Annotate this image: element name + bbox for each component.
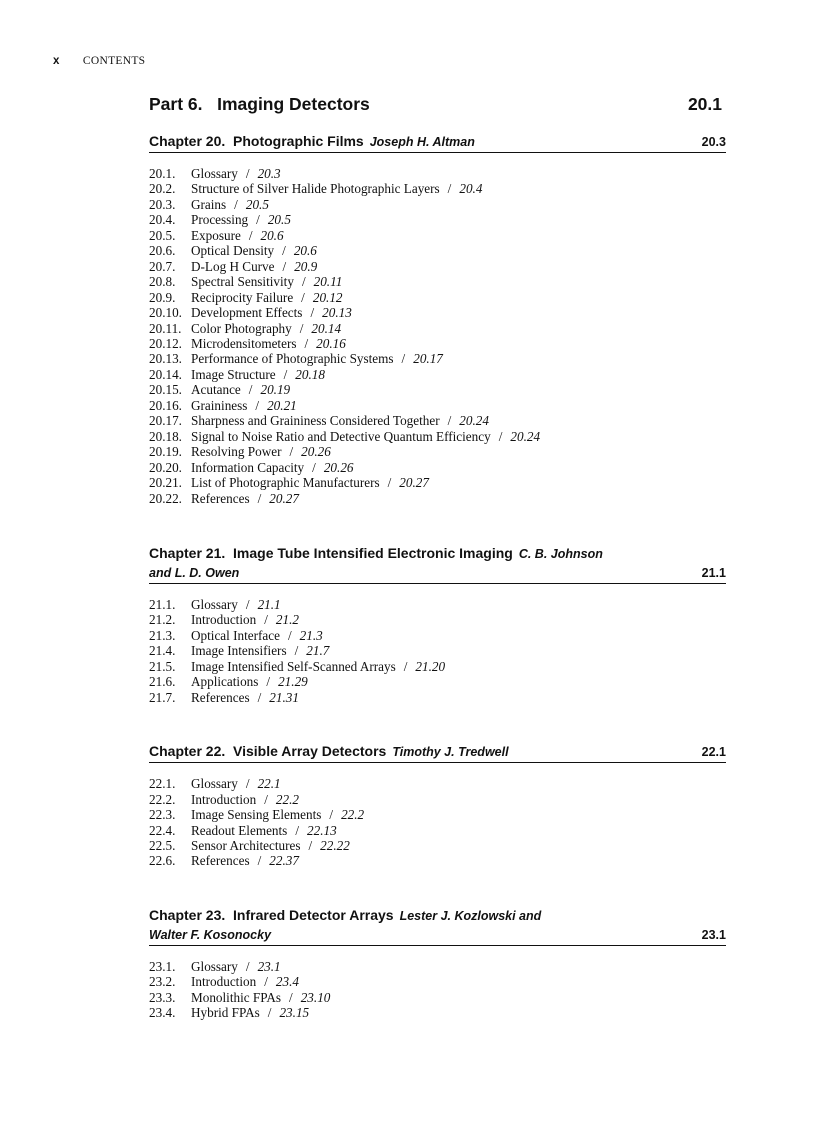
toc-entry[interactable] — [149, 974, 726, 989]
section-title: Glossary — [191, 776, 238, 792]
section-title: Monolithic FPAs — [191, 989, 282, 1005]
separator: / — [289, 444, 294, 460]
toc-entry[interactable] — [149, 853, 726, 868]
separator: / — [257, 689, 262, 705]
section-number: 22.5. — [149, 837, 176, 853]
section-page: 20.5 — [245, 196, 269, 212]
toc-entry[interactable] — [149, 659, 726, 674]
section-page: 23.4 — [275, 974, 299, 990]
separator: / — [245, 166, 250, 181]
toc-entry[interactable] — [149, 305, 726, 320]
section-page: 21.2 — [275, 612, 299, 628]
section-page: 20.19 — [260, 382, 291, 398]
section-number: 20.18. — [149, 428, 182, 444]
section-page: 21.29 — [278, 674, 308, 690]
toc-entry[interactable] — [149, 776, 726, 791]
section-number: 20.11. — [149, 320, 182, 336]
separator: / — [447, 413, 452, 429]
section-number: 20.12. — [149, 335, 182, 351]
section-page: 21.20 — [415, 658, 446, 674]
toc-entry[interactable] — [149, 351, 726, 366]
toc-entry[interactable] — [149, 597, 726, 612]
section-page: 20.27 — [269, 490, 299, 506]
separator: / — [295, 822, 299, 838]
separator: / — [287, 627, 292, 643]
section-number: 20.22. — [149, 490, 182, 506]
toc-entry[interactable] — [149, 429, 726, 444]
separator: / — [257, 853, 262, 869]
section-number: 21.1. — [149, 596, 176, 612]
separator: / — [267, 1005, 272, 1021]
section-title: Color Photography — [191, 320, 292, 336]
section-page: 22.37 — [269, 853, 299, 869]
section-number: 23.3. — [149, 989, 176, 1005]
section-number: 20.5. — [149, 227, 176, 243]
chapter-title: Infrared Detector Arrays — [233, 906, 394, 923]
section-title: Processing — [191, 212, 249, 228]
toc-entry[interactable] — [149, 413, 726, 428]
section-number: 20.20. — [149, 459, 182, 475]
section-number: 20.14. — [149, 366, 182, 382]
toc-entry[interactable] — [149, 460, 726, 475]
section-page: 20.6 — [293, 243, 317, 259]
section-title: Reciprocity Failure — [191, 289, 294, 305]
separator: / — [401, 351, 406, 367]
separator: / — [310, 305, 315, 321]
section-number: 21.7. — [149, 689, 176, 705]
chapter-label: Chapter 23. — [149, 906, 226, 923]
section-title: References — [191, 853, 250, 869]
toc-entry[interactable] — [149, 197, 726, 212]
section-number: 23.4. — [149, 1005, 176, 1021]
section-number: 20.16. — [149, 397, 182, 413]
section-number: 20.21. — [149, 475, 182, 491]
separator: / — [248, 227, 253, 243]
section-title: Optical Density — [191, 243, 275, 259]
chapter-author: Joseph H. Altman — [369, 135, 475, 149]
section-number: 20.19. — [149, 444, 182, 460]
section-number: 20.3. — [149, 196, 176, 212]
toc-entry[interactable] — [149, 823, 726, 838]
section-number: 22.3. — [149, 807, 176, 823]
chapter-label: Chapter 21. — [149, 544, 226, 561]
section-title: Introduction — [191, 791, 257, 807]
chapter-author-continued: Walter F. Kosonocky — [149, 927, 272, 942]
section-page: 21.7 — [306, 643, 330, 659]
chapter-heading — [149, 132, 726, 153]
section-page: 20.4 — [459, 181, 483, 197]
section-title: Glossary — [191, 596, 238, 612]
section-title: Sensor Architectures — [191, 837, 301, 853]
chapter-20 — [149, 132, 726, 506]
section-page: 22.2 — [275, 791, 299, 807]
toc-entry[interactable] — [149, 212, 726, 227]
section-page: 20.9 — [294, 258, 318, 274]
section-page: 22.2 — [341, 807, 365, 823]
section-page: 20.18 — [295, 366, 325, 382]
chapter-spacer — [149, 705, 726, 742]
toc-entry[interactable] — [149, 382, 726, 397]
separator: / — [301, 289, 305, 305]
separator: / — [289, 989, 293, 1005]
section-page: 20.6 — [260, 227, 284, 243]
section-number: 21.6. — [149, 674, 176, 690]
section-title: Development Effects — [191, 305, 303, 321]
section-page: 20.12 — [312, 289, 343, 305]
section-number: 23.2. — [149, 974, 176, 990]
separator: / — [308, 837, 313, 853]
section-number: 20.13. — [149, 351, 182, 367]
chapter-title-block — [149, 742, 649, 761]
section-page: 20.24 — [510, 428, 541, 444]
toc-entry[interactable] — [149, 807, 726, 822]
section-page: 21.1 — [257, 596, 281, 612]
separator: / — [329, 807, 334, 823]
separator: / — [245, 776, 250, 792]
section-number: 21.3. — [149, 627, 176, 643]
chapter-heading — [149, 906, 726, 946]
section-title: List of Photographic Manufacturers — [191, 475, 380, 491]
section-page: 20.21 — [267, 397, 297, 413]
separator: / — [299, 320, 304, 336]
toc-entry[interactable] — [149, 444, 726, 459]
section-number: 21.2. — [149, 612, 176, 628]
separator: / — [256, 212, 260, 228]
page-number: x — [53, 55, 60, 67]
section-title: Image Sensing Elements — [191, 807, 322, 823]
section-title: Introduction — [191, 612, 257, 628]
chapter-label: Chapter 20. — [149, 133, 226, 149]
section-title: Image Structure — [191, 366, 276, 382]
section-title: Resolving Power — [191, 444, 282, 460]
section-title: Hybrid FPAs — [191, 1005, 260, 1021]
chapter-spacer — [149, 506, 726, 544]
toc-entry[interactable] — [149, 690, 726, 705]
section-page: 20.27 — [399, 475, 429, 491]
section-number: 20.9. — [149, 289, 176, 305]
separator: / — [283, 366, 288, 382]
section-number: 20.1. — [149, 166, 176, 181]
separator: / — [264, 612, 268, 628]
chapter-label: Chapter 22. — [149, 743, 226, 760]
section-title: References — [191, 490, 250, 506]
chapter-author: Lester J. Kozlowski and — [399, 908, 542, 923]
toc-entry[interactable] — [149, 475, 726, 490]
separator: / — [301, 274, 306, 290]
toc-entry[interactable] — [149, 643, 726, 658]
chapter-page: 22.1 — [701, 745, 726, 760]
toc-entry[interactable] — [149, 228, 726, 243]
separator: / — [282, 258, 287, 274]
section-page: 23.10 — [300, 989, 331, 1005]
section-title: Exposure — [191, 227, 241, 243]
toc-entry[interactable] — [149, 259, 726, 274]
chapter-title-block — [149, 132, 649, 151]
section-page: 21.3 — [299, 627, 323, 643]
section-page: 20.24 — [459, 413, 489, 429]
separator: / — [248, 382, 253, 398]
section-number: 22.1. — [149, 776, 176, 792]
section-number: 22.4. — [149, 822, 176, 838]
section-page: 20.5 — [267, 212, 291, 228]
section-title: Acutance — [191, 382, 241, 398]
separator: / — [403, 658, 408, 674]
section-number: 20.2. — [149, 181, 176, 197]
toc-entry[interactable] — [149, 1005, 726, 1020]
section-number: 20.8. — [149, 274, 176, 290]
toc-entry[interactable] — [149, 336, 726, 351]
section-number: 20.17. — [149, 413, 182, 429]
section-number: 22.6. — [149, 853, 176, 869]
toc-entry[interactable] — [149, 243, 726, 258]
separator: / — [447, 181, 452, 197]
chapter-spacer — [149, 869, 726, 906]
running-head-title: CONTENTS — [82, 55, 146, 67]
section-title: Optical Interface — [191, 627, 280, 643]
section-number: 20.4. — [149, 212, 176, 228]
section-page: 20.17 — [413, 351, 443, 367]
toc-entry[interactable] — [149, 674, 726, 689]
part-title: Imaging Detectors — [217, 94, 370, 114]
section-title: Graininess — [191, 397, 248, 413]
chapter-list — [149, 132, 726, 1021]
separator: / — [255, 397, 260, 413]
toc-entry[interactable] — [149, 321, 726, 336]
chapter-title: Photographic Films — [233, 133, 364, 149]
section-title: Structure of Silver Halide Photographic Layers — [191, 181, 440, 197]
running-head — [53, 55, 145, 67]
chapter-page: 23.1 — [701, 927, 726, 942]
toc-entry[interactable] — [149, 990, 726, 1005]
chapter-21 — [149, 544, 726, 705]
toc-entry[interactable] — [149, 290, 726, 305]
toc-entry[interactable] — [149, 491, 726, 506]
chapter-23 — [149, 906, 726, 1021]
section-page: 23.15 — [279, 1005, 310, 1021]
separator: / — [264, 974, 268, 990]
separator: / — [282, 243, 286, 259]
section-page: 20.3 — [257, 166, 281, 181]
section-number: 21.5. — [149, 658, 176, 674]
section-page: 20.14 — [311, 320, 342, 336]
chapter-title: Image Tube Intensified Electronic Imaging — [233, 544, 513, 561]
section-page: 20.11 — [313, 274, 343, 290]
section-number: 20.15. — [149, 382, 182, 398]
section-page: 22.1 — [257, 776, 281, 792]
toc-entry[interactable] — [149, 628, 726, 643]
toc-entry[interactable] — [149, 181, 726, 196]
section-title: Spectral Sensitivity — [191, 274, 294, 290]
section-title: Image Intensifiers — [191, 643, 287, 659]
chapter-heading — [149, 742, 726, 763]
separator: / — [294, 643, 299, 659]
toc-entry[interactable] — [149, 612, 726, 627]
toc-entry[interactable] — [149, 398, 726, 413]
separator: / — [498, 428, 503, 444]
chapter-author: Timothy J. Tredwell — [392, 745, 509, 760]
chapter-title-block — [149, 906, 649, 944]
separator: / — [266, 674, 271, 690]
separator: / — [234, 196, 238, 212]
section-list — [149, 959, 726, 1021]
chapter-page: 21.1 — [701, 565, 726, 580]
section-page: 22.22 — [320, 837, 350, 853]
section-title: Performance of Photographic Systems — [191, 351, 394, 367]
section-page: 20.13 — [322, 305, 352, 321]
separator: / — [257, 490, 262, 506]
part-label: Part 6. — [149, 94, 203, 114]
chapter-title: Visible Array Detectors — [233, 743, 387, 760]
section-title: Sharpness and Graininess Considered Together — [191, 413, 440, 429]
section-list — [149, 166, 726, 506]
section-page: 20.26 — [301, 444, 331, 460]
section-page: 21.31 — [269, 689, 299, 705]
chapter-author: C. B. Johnson — [518, 546, 603, 561]
toc-entry[interactable] — [149, 959, 726, 974]
chapter-page: 20.3 — [701, 135, 726, 149]
separator: / — [245, 958, 250, 974]
section-title: Readout Elements — [191, 822, 288, 838]
section-title: Introduction — [191, 974, 257, 990]
section-title: Signal to Noise Ratio and Detective Quantum Efficiency — [191, 428, 491, 444]
chapter-22 — [149, 742, 726, 869]
section-title: Glossary — [191, 958, 238, 974]
chapter-title-block — [149, 544, 649, 582]
section-title: Image Intensified Self-Scanned Arrays — [191, 658, 396, 674]
section-page: 20.16 — [316, 335, 346, 351]
separator: / — [304, 335, 309, 351]
separator: / — [264, 791, 268, 807]
toc-entry[interactable] — [149, 838, 726, 853]
chapter-author-continued: and L. D. Owen — [149, 565, 240, 580]
section-title: References — [191, 689, 250, 705]
section-list — [149, 597, 726, 705]
section-list — [149, 776, 726, 869]
section-title: Applications — [191, 674, 259, 690]
section-number: 21.4. — [149, 643, 176, 659]
section-page: 22.13 — [307, 822, 337, 838]
section-number: 22.2. — [149, 791, 176, 807]
section-title: Microdensitometers — [191, 335, 297, 351]
part-heading — [149, 94, 726, 115]
section-number: 20.10. — [149, 305, 182, 321]
section-page: 23.1 — [257, 958, 281, 974]
separator: / — [387, 475, 392, 491]
separator: / — [312, 459, 316, 475]
section-page: 20.26 — [323, 459, 354, 475]
toc-entry[interactable] — [149, 367, 726, 382]
separator: / — [245, 596, 250, 612]
toc-entry[interactable] — [149, 274, 726, 289]
contents-body — [149, 94, 726, 1021]
toc-entry[interactable] — [149, 166, 726, 181]
section-title: Grains — [191, 196, 227, 212]
section-number: 23.1. — [149, 958, 176, 974]
part-page: 20.1 — [687, 94, 722, 114]
section-title: Glossary — [191, 166, 238, 181]
section-title: Information Capacity — [191, 459, 305, 475]
section-number: 20.6. — [149, 243, 176, 259]
section-title: D-Log H Curve — [191, 258, 275, 274]
chapter-heading — [149, 544, 726, 584]
toc-entry[interactable] — [149, 792, 726, 807]
section-number: 20.7. — [149, 258, 176, 274]
